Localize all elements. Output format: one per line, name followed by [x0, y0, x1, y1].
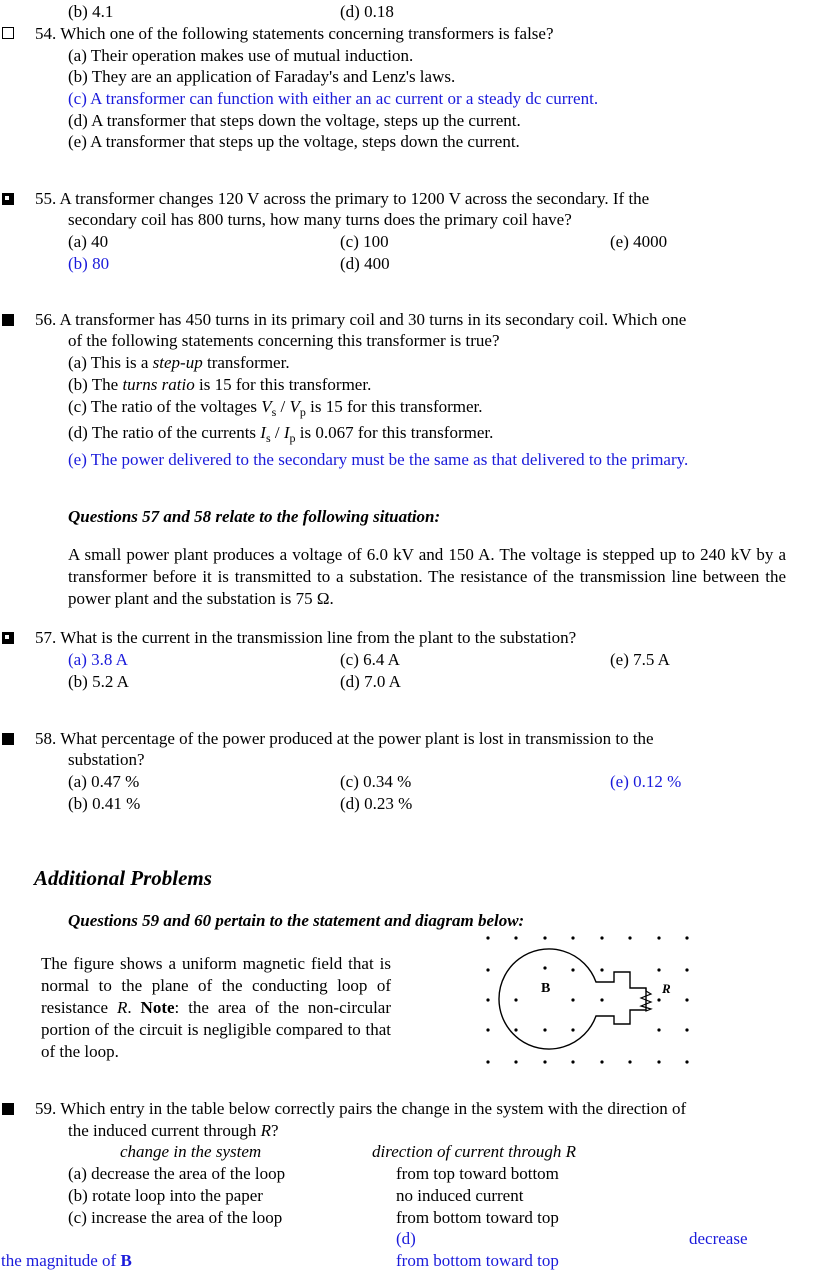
q56-step-up-term: step-up [152, 353, 203, 372]
field-label-b: B [541, 981, 551, 996]
q58-option-d: (d) 0.23 % [340, 794, 413, 813]
q58-option-e-answer: (e) 0.12 % [610, 772, 682, 791]
field-dots [486, 936, 688, 1063]
q58-option-b: (b) 0.41 % [68, 794, 141, 813]
q58-stem-line2: substation? [68, 750, 145, 769]
q58-option-a: (a) 0.47 % [68, 772, 140, 791]
questions-59-60-heading: Questions 59 and 60 pertain to the statement and diagram below: [68, 911, 525, 930]
q55-option-b-answer: (b) 80 [68, 254, 110, 273]
q54-option-c-answer: (c) A transformer can function with either an ac current or a steady dc current. [68, 89, 599, 108]
group-57-58-heading: Questions 57 and 58 relate to the following situation: [68, 507, 441, 526]
q56-option-a: (a) This is a step-up transformer. [68, 353, 290, 372]
q57-option-e: (e) 7.5 A [610, 650, 670, 669]
q55-stem-line1: 55. A transformer changes 120 V across the primary to 1200 V across the secondary. If the [35, 189, 650, 208]
q56-stem-line1: 56. A transformer has 450 turns in its primary coil and 30 turns in its secondary coil. Which one [35, 310, 687, 329]
q55-option-d: (d) 400 [340, 254, 390, 273]
q59-option-c-direction: from bottom toward top [396, 1208, 559, 1227]
q59-stem-line1: 59. Which entry in the table below correctly pairs the change in the system with the direction of [35, 1099, 687, 1118]
q54-checkbox[interactable] [2, 27, 14, 39]
q54-stem: 54. Which one of the following statements concerning transformers is false? [35, 24, 554, 43]
q57-option-d: (d) 7.0 A [340, 672, 401, 691]
figure-statement: The figure shows a uniform magnetic field that is normal to the plane of the conducting loop of resistance R. Note: the area of the non-circular portion of the circuit is negligible compared to that of the loop. [41, 954, 391, 1061]
q55-option-c: (c) 100 [340, 232, 389, 251]
q57-option-b: (b) 5.2 A [68, 672, 129, 691]
q59-stem-line2: the induced current through R? [68, 1121, 279, 1140]
q53-option-b: (b) 4.1 [68, 2, 114, 21]
q55-stem-line2: secondary coil has 800 turns, how many turns does the primary coil have? [68, 210, 572, 229]
q59-option-a-direction: from top toward bottom [396, 1164, 559, 1183]
q55-option-e: (e) 4000 [610, 232, 668, 251]
q59-option-d-magnitude: the magnitude of B [1, 1251, 132, 1270]
resistor-label-r: R [662, 981, 671, 996]
q55-option-a: (a) 40 [68, 232, 109, 251]
q53-option-d: (d) 0.18 [340, 2, 394, 21]
q57-stem: 57. What is the current in the transmission line from the plant to the substation? [35, 628, 577, 647]
q56-option-c: (c) The ratio of the voltages $V_s / V_p$ is 15 for this transformer. [68, 397, 483, 419]
q54-option-a: (a) Their operation makes use of mutual induction. [68, 46, 414, 65]
q56-turns-ratio-term: turns ratio [122, 375, 195, 394]
q59-option-b-change: (b) rotate loop into the paper [68, 1186, 263, 1205]
q55-checkbox[interactable] [2, 193, 14, 205]
q56-option-e-answer: (e) The power delivered to the secondary must be the same as that delivered to the primary. [68, 450, 689, 469]
q56-option-d: (d) The ratio of the currents $I_s / I_p$ is 0.067 for this transformer. [68, 423, 494, 445]
note-label: Note [140, 998, 175, 1017]
q56-option-b: (b) The turns ratio is 15 for this transformer. [68, 375, 372, 394]
q59-option-b-direction: no induced current [396, 1186, 524, 1205]
additional-problems-heading: Additional Problems [34, 866, 212, 890]
resistor-symbol [641, 988, 651, 1011]
q59-checkbox[interactable] [2, 1103, 14, 1115]
q54-option-e: (e) A transformer that steps up the voltage, steps down the current. [68, 132, 520, 151]
q59-option-d-label: (d) [396, 1229, 416, 1248]
q56-checkbox[interactable] [2, 314, 14, 326]
q59-option-d-decrease: decrease [689, 1229, 748, 1248]
q59-option-a-change: (a) decrease the area of the loop [68, 1164, 286, 1183]
q58-checkbox[interactable] [2, 733, 14, 745]
q56-stem-line2: of the following statements concerning this transformer is true? [68, 331, 500, 350]
q58-stem-line1: 58. What percentage of the power produced at the power plant is lost in transmission to the [35, 729, 654, 748]
group-57-58-situation: A small power plant produces a voltage of 6.0 kV and 150 A. The voltage is stepped up to 240 kV by a transformer before it is transmitted to a substation. The resistance of the transmission line between the power plant and the substation is 75 Ω. [68, 545, 786, 608]
q59-column-header-direction: direction of current through R [372, 1142, 576, 1161]
q54-option-d: (d) A transformer that steps down the voltage, steps up the current. [68, 111, 521, 130]
q54-option-b: (b) They are an application of Faraday's and Lenz's laws. [68, 67, 456, 86]
q57-option-a-answer: (a) 3.8 A [68, 650, 128, 669]
q57-option-c: (c) 6.4 A [340, 650, 400, 669]
q58-option-c: (c) 0.34 % [340, 772, 412, 791]
q59-column-header-change: change in the system [120, 1142, 262, 1161]
q59-option-d-direction: from bottom toward top [396, 1251, 559, 1270]
magnetic-field-loop-diagram [472, 928, 712, 1068]
q59-option-c-change: (c) increase the area of the loop [68, 1208, 283, 1227]
q57-checkbox[interactable] [2, 632, 14, 644]
